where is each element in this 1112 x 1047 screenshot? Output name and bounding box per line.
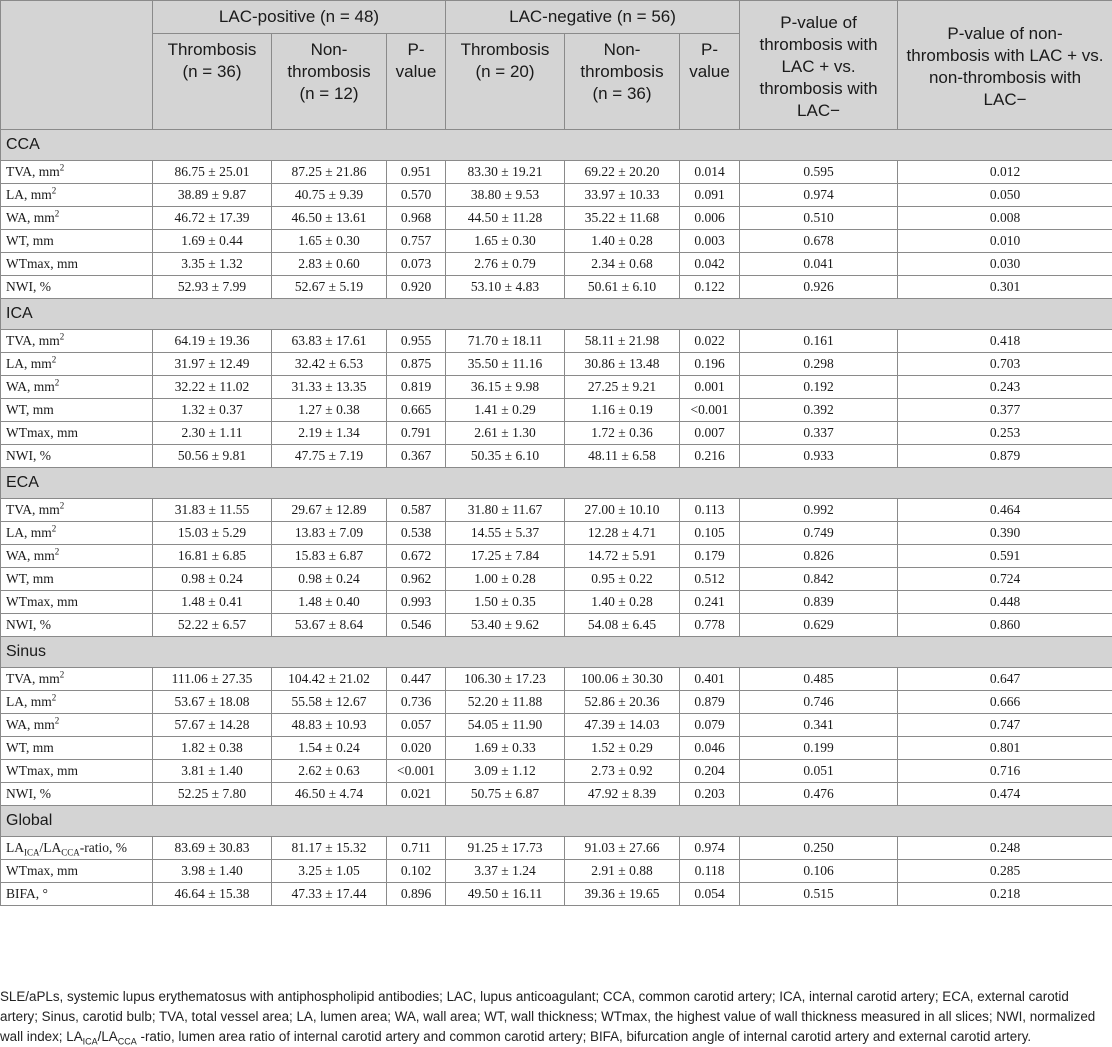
p-non-thrombosis-header: P-value of non-thrombosis with LAC + vs. non-thrombosis with LAC− <box>898 1 1112 130</box>
section-header <box>1 806 1112 837</box>
table-cell: 0.337 <box>740 422 898 445</box>
table-cell: 1.82 ± 0.38 <box>153 737 272 760</box>
table-cell: 49.50 ± 16.11 <box>446 883 565 906</box>
table-cell: 0.926 <box>740 276 898 299</box>
row-label: LA, $mm^2$ <box>1 691 153 714</box>
row-label: NWI, % <box>1 276 153 299</box>
table-cell: 0.006 <box>680 207 740 230</box>
row-label: TVA, $mm^2$ <box>1 161 153 184</box>
table-cell: 55.58 ± 12.67 <box>272 691 387 714</box>
table-cell: 31.80 ± 11.67 <box>446 499 565 522</box>
table-cell: 0.448 <box>898 591 1112 614</box>
table-row <box>1 161 1112 184</box>
table-cell: 1.41 ± 0.29 <box>446 399 565 422</box>
table-cell: 30.86 ± 13.48 <box>565 353 680 376</box>
table-cell: 1.65 ± 0.30 <box>446 230 565 253</box>
table-row <box>1 399 1112 422</box>
row-label: TVA, $mm^2$ <box>1 499 153 522</box>
section-header <box>1 299 1112 330</box>
table-cell: 1.48 ± 0.40 <box>272 591 387 614</box>
table-cell: 0.736 <box>387 691 446 714</box>
table-cell: 0.591 <box>898 545 1112 568</box>
table-cell: 47.33 ± 17.44 <box>272 883 387 906</box>
table-cell: 0.672 <box>387 545 446 568</box>
table-cell: 69.22 ± 20.20 <box>565 161 680 184</box>
table-cell: 52.86 ± 20.36 <box>565 691 680 714</box>
table-cell: 53.67 ± 18.08 <box>153 691 272 714</box>
table-row <box>1 860 1112 883</box>
table-cell: 0.546 <box>387 614 446 637</box>
table-cell: 0.95 ± 0.22 <box>565 568 680 591</box>
table-row <box>1 230 1112 253</box>
table-cell: 52.20 ± 11.88 <box>446 691 565 714</box>
table-cell: 63.83 ± 17.61 <box>272 330 387 353</box>
table-cell: 36.15 ± 9.98 <box>446 376 565 399</box>
table-cell: 0.666 <box>898 691 1112 714</box>
table-cell: 0.390 <box>898 522 1112 545</box>
table-footnote: SLE/aPLs, systemic lupus erythematosus with antiphospholipid antibodies; LAC, lupus anticoagulant; CCA, common carotid artery; ICA, internal carotid artery; ECA, external carotid artery; Sinus, carotid bulb; TVA, total vessel area; LA, lumen area; WA, wall area; WT, wall thickness; WTmax, the highest value of wall thickness measured in all slices; NWI, normalized wall index; $LA_{ICA}/LA_{CCA}$ -ratio, lumen area ratio of internal carotid artery and common carotid artery; BIFA, bifurcation angle of internal carotid artery and external carotid artery. <box>0 989 1096 1047</box>
table-row <box>1 545 1112 568</box>
corner-cell <box>1 1 153 130</box>
lac-negative-header: LAC-negative (n = 56) <box>446 1 740 34</box>
table-cell: 0.046 <box>680 737 740 760</box>
table-row <box>1 737 1112 760</box>
table-cell: 0.474 <box>898 783 1112 806</box>
table-cell: 1.69 ± 0.33 <box>446 737 565 760</box>
table-cell: 0.253 <box>898 422 1112 445</box>
table-cell: 0.968 <box>387 207 446 230</box>
table-cell: 0.974 <box>740 184 898 207</box>
table-row <box>1 422 1112 445</box>
table-cell: 0.199 <box>740 737 898 760</box>
table-row <box>1 783 1112 806</box>
table-cell: 83.30 ± 19.21 <box>446 161 565 184</box>
table-row <box>1 353 1112 376</box>
table-cell: 50.61 ± 6.10 <box>565 276 680 299</box>
row-label: WT, mm <box>1 568 153 591</box>
table-cell: 14.72 ± 5.91 <box>565 545 680 568</box>
col-pos-p-value: P-value <box>387 34 446 130</box>
table-cell: 0.020 <box>387 737 446 760</box>
row-label: TVA, $mm^2$ <box>1 330 153 353</box>
table-row <box>1 522 1112 545</box>
table-cell: 15.83 ± 6.87 <box>272 545 387 568</box>
row-label: WA, $mm^2$ <box>1 714 153 737</box>
table-cell: 0.595 <box>740 161 898 184</box>
col-pos-thrombosis: Thrombosis (n = 36) <box>153 34 272 130</box>
table-cell: 0.801 <box>898 737 1112 760</box>
table-cell: 0.377 <box>898 399 1112 422</box>
table-cell: 0.079 <box>680 714 740 737</box>
table-cell: 0.746 <box>740 691 898 714</box>
table-cell: 38.89 ± 9.87 <box>153 184 272 207</box>
row-label: $LA_{ICA}/LA_{CCA}$-ratio, % <box>1 837 153 860</box>
table-cell: 0.587 <box>387 499 446 522</box>
table-cell: 52.22 ± 6.57 <box>153 614 272 637</box>
table-cell: 0.879 <box>680 691 740 714</box>
col-neg-thrombosis: Thrombosis (n = 20) <box>446 34 565 130</box>
table-cell: 71.70 ± 18.11 <box>446 330 565 353</box>
table-cell: 47.75 ± 7.19 <box>272 445 387 468</box>
table-cell: 46.50 ± 4.74 <box>272 783 387 806</box>
table-row <box>1 760 1112 783</box>
row-label: WA, $mm^2$ <box>1 545 153 568</box>
table-cell: 53.67 ± 8.64 <box>272 614 387 637</box>
table-cell: 50.35 ± 6.10 <box>446 445 565 468</box>
row-label: WTmax, mm <box>1 760 153 783</box>
table-cell: 35.50 ± 11.16 <box>446 353 565 376</box>
row-label: WTmax, mm <box>1 253 153 276</box>
table-cell: 2.30 ± 1.11 <box>153 422 272 445</box>
table-cell: 83.69 ± 30.83 <box>153 837 272 860</box>
table-cell: 0.161 <box>740 330 898 353</box>
table-cell: 46.72 ± 17.39 <box>153 207 272 230</box>
table-cell: 0.992 <box>740 499 898 522</box>
table-cell: 87.25 ± 21.86 <box>272 161 387 184</box>
table-cell: 0.243 <box>898 376 1112 399</box>
table-cell: 0.367 <box>387 445 446 468</box>
row-label: NWI, % <box>1 783 153 806</box>
table-cell: 31.33 ± 13.35 <box>272 376 387 399</box>
table-cell: 1.50 ± 0.35 <box>446 591 565 614</box>
table-cell: 0.826 <box>740 545 898 568</box>
row-label: WTmax, mm <box>1 860 153 883</box>
table-row <box>1 207 1112 230</box>
table-cell: 0.993 <box>387 591 446 614</box>
table-row <box>1 591 1112 614</box>
table-cell: 31.97 ± 12.49 <box>153 353 272 376</box>
table-cell: 2.62 ± 0.63 <box>272 760 387 783</box>
section-title: CCA <box>1 130 1112 161</box>
table-cell: 0.819 <box>387 376 446 399</box>
table-cell: 0.951 <box>387 161 446 184</box>
table-cell: 1.40 ± 0.28 <box>565 591 680 614</box>
table-cell: 53.40 ± 9.62 <box>446 614 565 637</box>
table-cell: 0.749 <box>740 522 898 545</box>
section-title: ICA <box>1 299 1112 330</box>
row-label: WTmax, mm <box>1 591 153 614</box>
row-label: TVA, $mm^2$ <box>1 668 153 691</box>
table-cell: 27.00 ± 10.10 <box>565 499 680 522</box>
table-cell: 0.301 <box>898 276 1112 299</box>
table-row <box>1 184 1112 207</box>
table-cell: 0.179 <box>680 545 740 568</box>
table-cell: 104.42 ± 21.02 <box>272 668 387 691</box>
table-cell: 0.570 <box>387 184 446 207</box>
table-cell: 15.03 ± 5.29 <box>153 522 272 545</box>
row-label: LA, $mm^2$ <box>1 184 153 207</box>
table-cell: 0.447 <box>387 668 446 691</box>
table-cell: 31.83 ± 11.55 <box>153 499 272 522</box>
row-label: WA, $mm^2$ <box>1 376 153 399</box>
table-cell: 32.42 ± 6.53 <box>272 353 387 376</box>
table-cell: 0.106 <box>740 860 898 883</box>
table-cell: 0.778 <box>680 614 740 637</box>
table-cell: 0.073 <box>387 253 446 276</box>
table-cell: 0.629 <box>740 614 898 637</box>
section-title: Sinus <box>1 637 1112 668</box>
table-cell: 0.879 <box>898 445 1112 468</box>
table-cell: 0.896 <box>387 883 446 906</box>
table-cell: 47.39 ± 14.03 <box>565 714 680 737</box>
table-cell: 2.76 ± 0.79 <box>446 253 565 276</box>
table-cell: 0.008 <box>898 207 1112 230</box>
row-label: NWI, % <box>1 614 153 637</box>
table-cell: 0.022 <box>680 330 740 353</box>
table-cell: 3.25 ± 1.05 <box>272 860 387 883</box>
table-cell: 0.512 <box>680 568 740 591</box>
table-cell: 0.98 ± 0.24 <box>153 568 272 591</box>
table-cell: 46.50 ± 13.61 <box>272 207 387 230</box>
section-header <box>1 637 1112 668</box>
table-cell: 0.418 <box>898 330 1112 353</box>
table-cell: <0.001 <box>387 760 446 783</box>
table-row <box>1 668 1112 691</box>
table-cell: 1.48 ± 0.41 <box>153 591 272 614</box>
table-row <box>1 276 1112 299</box>
row-label: WA, $mm^2$ <box>1 207 153 230</box>
table-cell: 0.341 <box>740 714 898 737</box>
table-cell: 32.22 ± 11.02 <box>153 376 272 399</box>
table-cell: 35.22 ± 11.68 <box>565 207 680 230</box>
table-cell: 0.476 <box>740 783 898 806</box>
row-label: WTmax, mm <box>1 422 153 445</box>
table-cell: 3.09 ± 1.12 <box>446 760 565 783</box>
table-cell: 0.401 <box>680 668 740 691</box>
table-cell: 0.250 <box>740 837 898 860</box>
table-cell: 1.52 ± 0.29 <box>565 737 680 760</box>
row-label: LA, $mm^2$ <box>1 522 153 545</box>
table-cell: 0.003 <box>680 230 740 253</box>
section-title: Global <box>1 806 1112 837</box>
table-cell: 0.241 <box>680 591 740 614</box>
table-row <box>1 568 1112 591</box>
table-cell: 0.042 <box>680 253 740 276</box>
table-cell: 52.93 ± 7.99 <box>153 276 272 299</box>
section-header <box>1 468 1112 499</box>
table-cell: 0.920 <box>387 276 446 299</box>
table-cell: 0.010 <box>898 230 1112 253</box>
table-cell: 44.50 ± 11.28 <box>446 207 565 230</box>
table-cell: 47.92 ± 8.39 <box>565 783 680 806</box>
table-cell: 0.298 <box>740 353 898 376</box>
table-cell: 0.050 <box>898 184 1112 207</box>
table-cell: 52.67 ± 5.19 <box>272 276 387 299</box>
table-cell: 0.962 <box>387 568 446 591</box>
table-cell: 48.11 ± 6.58 <box>565 445 680 468</box>
table-cell: 0.875 <box>387 353 446 376</box>
table-cell: 0.860 <box>898 614 1112 637</box>
table-cell: 0.204 <box>680 760 740 783</box>
table-cell: 1.27 ± 0.38 <box>272 399 387 422</box>
table-cell: 29.67 ± 12.89 <box>272 499 387 522</box>
table-cell: 0.192 <box>740 376 898 399</box>
table-cell: 48.83 ± 10.93 <box>272 714 387 737</box>
table-cell: 0.102 <box>387 860 446 883</box>
table-cell: 16.81 ± 6.85 <box>153 545 272 568</box>
table-row <box>1 883 1112 906</box>
table-cell: 0.007 <box>680 422 740 445</box>
table-cell: 2.61 ± 1.30 <box>446 422 565 445</box>
table-cell: 0.791 <box>387 422 446 445</box>
table-cell: 0.955 <box>387 330 446 353</box>
table-cell: 0.98 ± 0.24 <box>272 568 387 591</box>
table-cell: 100.06 ± 30.30 <box>565 668 680 691</box>
row-label: WT, mm <box>1 399 153 422</box>
table-cell: 53.10 ± 4.83 <box>446 276 565 299</box>
col-neg-non-thrombosis: Non-thrombosis (n = 36) <box>565 34 680 130</box>
table-row <box>1 614 1112 637</box>
table-cell: 0.716 <box>898 760 1112 783</box>
table-cell: 0.839 <box>740 591 898 614</box>
table-body <box>1 130 1112 906</box>
table-cell: 0.285 <box>898 860 1112 883</box>
table-cell: 54.08 ± 6.45 <box>565 614 680 637</box>
table-cell: 64.19 ± 19.36 <box>153 330 272 353</box>
table-cell: 0.485 <box>740 668 898 691</box>
table-cell: 0.012 <box>898 161 1112 184</box>
table-cell: 3.98 ± 1.40 <box>153 860 272 883</box>
table-cell: 1.65 ± 0.30 <box>272 230 387 253</box>
table-cell: 39.36 ± 19.65 <box>565 883 680 906</box>
table-cell: 0.647 <box>898 668 1112 691</box>
table-cell: 0.051 <box>740 760 898 783</box>
table-cell: 0.974 <box>680 837 740 860</box>
table-cell: 2.73 ± 0.92 <box>565 760 680 783</box>
table-cell: 33.97 ± 10.33 <box>565 184 680 207</box>
table-cell: 38.80 ± 9.53 <box>446 184 565 207</box>
table-cell: 0.118 <box>680 860 740 883</box>
table-cell: 0.724 <box>898 568 1112 591</box>
section-header <box>1 130 1112 161</box>
table-cell: 0.538 <box>387 522 446 545</box>
table-cell: 81.17 ± 15.32 <box>272 837 387 860</box>
table-cell: 2.91 ± 0.88 <box>565 860 680 883</box>
table-cell: 0.711 <box>387 837 446 860</box>
col-neg-p-value: P-value <box>680 34 740 130</box>
table-cell: 52.25 ± 7.80 <box>153 783 272 806</box>
table-cell: 0.747 <box>898 714 1112 737</box>
table-row <box>1 376 1112 399</box>
table-cell: 2.34 ± 0.68 <box>565 253 680 276</box>
table-cell: 40.75 ± 9.39 <box>272 184 387 207</box>
table-cell: 86.75 ± 25.01 <box>153 161 272 184</box>
table-cell: 17.25 ± 7.84 <box>446 545 565 568</box>
table-cell: 1.32 ± 0.37 <box>153 399 272 422</box>
table-cell: 0.510 <box>740 207 898 230</box>
table-cell: 0.196 <box>680 353 740 376</box>
row-label: WT, mm <box>1 230 153 253</box>
table-cell: 13.83 ± 7.09 <box>272 522 387 545</box>
table-row <box>1 691 1112 714</box>
col-pos-non-thrombosis: Non-thrombosis (n = 12) <box>272 34 387 130</box>
table-row <box>1 445 1112 468</box>
table-cell: 54.05 ± 11.90 <box>446 714 565 737</box>
row-label: LA, $mm^2$ <box>1 353 153 376</box>
table-cell: 3.37 ± 1.24 <box>446 860 565 883</box>
table-cell: 91.03 ± 27.66 <box>565 837 680 860</box>
table-cell: 0.842 <box>740 568 898 591</box>
table-cell: 50.75 ± 6.87 <box>446 783 565 806</box>
table-cell: 58.11 ± 21.98 <box>565 330 680 353</box>
table-cell: 0.122 <box>680 276 740 299</box>
table-cell: 57.67 ± 14.28 <box>153 714 272 737</box>
table-cell: 12.28 ± 4.71 <box>565 522 680 545</box>
table-row <box>1 499 1112 522</box>
table-cell: 0.933 <box>740 445 898 468</box>
table-cell: 1.69 ± 0.44 <box>153 230 272 253</box>
row-label: NWI, % <box>1 445 153 468</box>
table-cell: 0.515 <box>740 883 898 906</box>
table-cell: 0.014 <box>680 161 740 184</box>
table-cell: 0.203 <box>680 783 740 806</box>
table-cell: 0.703 <box>898 353 1112 376</box>
section-title: ECA <box>1 468 1112 499</box>
table-cell: 0.021 <box>387 783 446 806</box>
table-cell: 1.00 ± 0.28 <box>446 568 565 591</box>
table-cell: 1.16 ± 0.19 <box>565 399 680 422</box>
table-cell: 2.83 ± 0.60 <box>272 253 387 276</box>
p-thrombosis-header: P-value of thrombosis with LAC + vs. thrombosis with LAC− <box>740 1 898 130</box>
table-cell: 0.113 <box>680 499 740 522</box>
table-cell: 111.06 ± 27.35 <box>153 668 272 691</box>
table-cell: 0.665 <box>387 399 446 422</box>
table-cell: 91.25 ± 17.73 <box>446 837 565 860</box>
table-row <box>1 253 1112 276</box>
table-cell: 27.25 ± 9.21 <box>565 376 680 399</box>
table-cell: 0.757 <box>387 230 446 253</box>
table-cell: 3.35 ± 1.32 <box>153 253 272 276</box>
table-row <box>1 714 1112 737</box>
lac-positive-header: LAC-positive (n = 48) <box>153 1 446 34</box>
table-cell: 0.216 <box>680 445 740 468</box>
table-cell: 0.392 <box>740 399 898 422</box>
table-cell: 0.001 <box>680 376 740 399</box>
table-cell: 0.091 <box>680 184 740 207</box>
table-cell: 0.030 <box>898 253 1112 276</box>
table-cell: 46.64 ± 15.38 <box>153 883 272 906</box>
table-cell: 0.678 <box>740 230 898 253</box>
table-cell: 0.248 <box>898 837 1112 860</box>
row-label: WT, mm <box>1 737 153 760</box>
table-row <box>1 837 1112 860</box>
table-cell: 1.72 ± 0.36 <box>565 422 680 445</box>
table-cell: 3.81 ± 1.40 <box>153 760 272 783</box>
table-row <box>1 330 1112 353</box>
table-cell: 0.041 <box>740 253 898 276</box>
table-cell: 0.464 <box>898 499 1112 522</box>
table-cell: 0.218 <box>898 883 1112 906</box>
table-cell: 106.30 ± 17.23 <box>446 668 565 691</box>
table-cell: 1.54 ± 0.24 <box>272 737 387 760</box>
table-cell: 50.56 ± 9.81 <box>153 445 272 468</box>
table-cell: 2.19 ± 1.34 <box>272 422 387 445</box>
table-cell: 14.55 ± 5.37 <box>446 522 565 545</box>
table-cell: <0.001 <box>680 399 740 422</box>
table-cell: 0.054 <box>680 883 740 906</box>
row-label: BIFA, ° <box>1 883 153 906</box>
table-cell: 0.105 <box>680 522 740 545</box>
table-cell: 0.057 <box>387 714 446 737</box>
table-cell: 1.40 ± 0.28 <box>565 230 680 253</box>
